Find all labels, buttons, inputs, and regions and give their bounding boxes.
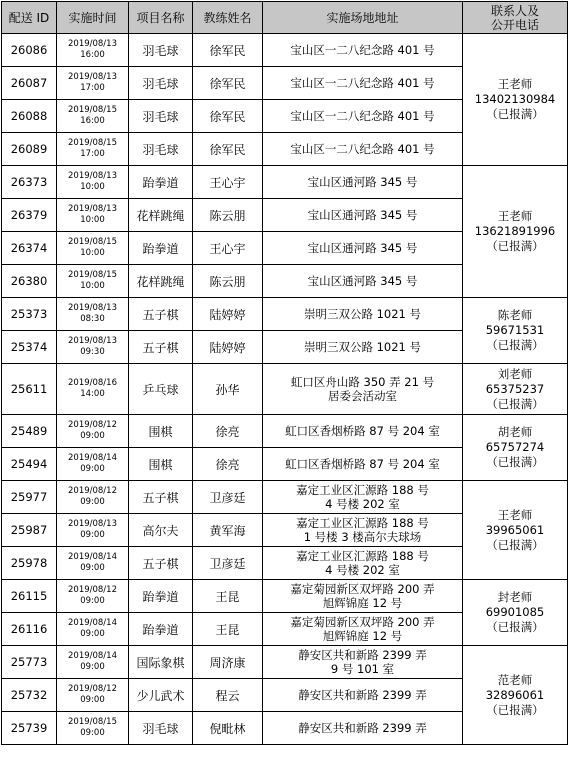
cell-coach: 徐亮 — [193, 448, 263, 481]
header-address: 实施场地地址 — [263, 2, 463, 34]
cell-coach: 徐军民 — [193, 100, 263, 133]
cell-contact — [463, 481, 568, 580]
cell-address-line: 宝山区一二八纪念路 401 号 — [290, 109, 435, 123]
header-contact — [463, 2, 568, 34]
table-row — [2, 646, 568, 679]
cell-coach: 卫彦廷 — [193, 481, 263, 514]
cell-project: 少儿武术 — [129, 679, 193, 712]
cell-address — [263, 646, 463, 679]
cell-project: 跆拳道 — [129, 613, 193, 646]
cell-project: 花样跳绳 — [129, 265, 193, 298]
cell-id: 25494 — [2, 448, 57, 481]
cell-address — [263, 199, 463, 232]
cell-id: 26115 — [2, 580, 57, 613]
cell-time — [57, 679, 129, 712]
table-row — [2, 364, 568, 415]
cell-coach: 陈云朋 — [193, 199, 263, 232]
cell-address — [263, 298, 463, 331]
cell-id: 26373 — [2, 166, 57, 199]
cell-address-line: 宝山区一二八纪念路 401 号 — [290, 43, 435, 57]
cell-time-date: 2019/08/14 — [68, 453, 117, 463]
schedule-table — [1, 1, 568, 745]
cell-address-line: 居委会活动室 — [328, 389, 397, 403]
cell-time-clock: 14:00 — [80, 389, 105, 399]
cell-time — [57, 646, 129, 679]
cell-time-date: 2019/08/15 — [68, 237, 117, 247]
cell-contact — [463, 166, 568, 298]
header-contact-line: 联系人及 — [490, 3, 539, 18]
cell-time — [57, 481, 129, 514]
cell-id: 26379 — [2, 199, 57, 232]
cell-time — [57, 199, 129, 232]
cell-time-date: 2019/08/16 — [68, 378, 117, 388]
table-row — [2, 166, 568, 199]
contact-line: 王老师 — [497, 77, 533, 91]
cell-address — [263, 166, 463, 199]
cell-time-date: 2019/08/15 — [68, 270, 117, 280]
cell-time-clock: 09:00 — [80, 563, 105, 573]
contact-line: 陈老师 — [497, 308, 533, 322]
cell-project: 羽毛球 — [129, 100, 193, 133]
cell-time-clock: 09:00 — [80, 728, 105, 738]
cell-time-clock: 16:00 — [80, 50, 105, 60]
cell-project: 跆拳道 — [129, 166, 193, 199]
cell-time-clock: 09:00 — [80, 497, 105, 507]
cell-coach: 王心宇 — [193, 232, 263, 265]
header-row — [2, 2, 568, 34]
cell-time-date: 2019/08/12 — [68, 486, 117, 496]
cell-project: 羽毛球 — [129, 67, 193, 100]
table-row — [2, 481, 568, 514]
cell-coach: 王昆 — [193, 580, 263, 613]
cell-coach: 孙华 — [193, 364, 263, 415]
cell-project: 花样跳绳 — [129, 199, 193, 232]
cell-time-date: 2019/08/13 — [68, 72, 117, 82]
cell-project: 羽毛球 — [129, 712, 193, 745]
cell-time — [57, 712, 129, 745]
cell-time — [57, 298, 129, 331]
cell-address — [263, 547, 463, 580]
contact-line: 封老师 — [497, 590, 533, 604]
cell-id: 25373 — [2, 298, 57, 331]
cell-project: 围棋 — [129, 415, 193, 448]
cell-address-line: 嘉定菊园新区双坪路 200 弄 — [290, 615, 435, 629]
cell-coach: 徐军民 — [193, 133, 263, 166]
header-id: 配送 ID — [2, 2, 57, 34]
cell-project: 乒乓球 — [129, 364, 193, 415]
cell-time — [57, 613, 129, 646]
cell-address-line: 旭辉锦庭 12 号 — [322, 596, 403, 610]
cell-time-clock: 09:00 — [80, 629, 105, 639]
contact-line: 范老师 — [497, 672, 533, 687]
cell-time-date: 2019/08/14 — [68, 552, 117, 562]
cell-project: 五子棋 — [129, 547, 193, 580]
contact-line: 13402130984 — [474, 92, 556, 106]
cell-address — [263, 613, 463, 646]
cell-time — [57, 331, 129, 364]
cell-address — [263, 580, 463, 613]
cell-time — [57, 100, 129, 133]
cell-id: 25739 — [2, 712, 57, 745]
contact-line: 69901085 — [485, 605, 545, 619]
cell-coach: 程云 — [193, 679, 263, 712]
contact-line: 32896061 — [485, 687, 545, 702]
cell-address-line: 嘉定工业区汇源路 188 号 — [296, 516, 429, 530]
cell-address — [263, 265, 463, 298]
cell-project: 跆拳道 — [129, 232, 193, 265]
cell-address — [263, 679, 463, 712]
cell-time — [57, 67, 129, 100]
cell-address-line: 1 号楼 3 楼高尔夫球场 — [303, 530, 422, 544]
cell-time-clock: 17:00 — [80, 83, 105, 93]
cell-time — [57, 265, 129, 298]
cell-contact — [463, 646, 568, 745]
cell-id: 25611 — [2, 364, 57, 415]
cell-contact — [463, 415, 568, 481]
cell-coach: 王心宇 — [193, 166, 263, 199]
cell-coach: 周济康 — [193, 646, 263, 679]
cell-address — [263, 448, 463, 481]
cell-address-line: 嘉定工业区汇源路 188 号 — [296, 549, 429, 563]
cell-time-date: 2019/08/12 — [68, 420, 117, 430]
table-row — [2, 415, 568, 448]
cell-time-date: 2019/08/13 — [68, 204, 117, 214]
cell-time — [57, 580, 129, 613]
cell-id: 26380 — [2, 265, 57, 298]
contact-line: 胡老师 — [497, 425, 533, 439]
cell-id: 26087 — [2, 67, 57, 100]
cell-address-line: 崇明三双公路 1021 号 — [303, 307, 422, 321]
cell-time-date: 2019/08/14 — [68, 618, 117, 628]
cell-time — [57, 547, 129, 580]
cell-address-line: 嘉定工业区汇源路 188 号 — [296, 483, 429, 497]
contact-line: 王老师 — [497, 209, 533, 223]
cell-coach: 徐亮 — [193, 415, 263, 448]
cell-time — [57, 133, 129, 166]
cell-time — [57, 364, 129, 415]
contact-line: 65375237 — [485, 381, 545, 396]
cell-address-line: 宝山区通河路 345 号 — [307, 208, 418, 222]
header-project: 项目名称 — [129, 2, 193, 34]
cell-id: 26374 — [2, 232, 57, 265]
cell-time-clock: 10:00 — [80, 182, 105, 192]
table-row — [2, 298, 568, 331]
cell-time-clock: 09:00 — [80, 530, 105, 540]
cell-coach: 陆婷婷 — [193, 298, 263, 331]
header-coach: 教练姓名 — [193, 2, 263, 34]
cell-coach: 倪毗林 — [193, 712, 263, 745]
cell-id: 26116 — [2, 613, 57, 646]
cell-coach: 陈云朋 — [193, 265, 263, 298]
cell-time-clock: 09:00 — [80, 464, 105, 474]
cell-project: 围棋 — [129, 448, 193, 481]
contact-line: 王老师 — [497, 507, 533, 522]
cell-id: 26089 — [2, 133, 57, 166]
header-contact-line: 公开电话 — [490, 17, 539, 32]
cell-id: 25374 — [2, 331, 57, 364]
cell-time-date: 2019/08/13 — [68, 336, 117, 346]
cell-time-date: 2019/08/13 — [68, 519, 117, 529]
contact-line: （已报满） — [486, 107, 544, 121]
cell-contact — [463, 34, 568, 166]
cell-id: 26086 — [2, 34, 57, 67]
cell-time-date: 2019/08/14 — [68, 651, 117, 661]
cell-address — [263, 67, 463, 100]
cell-time-date: 2019/08/15 — [68, 105, 117, 115]
cell-address-line: 静安区共和新路 2399 弄 — [298, 688, 427, 702]
cell-address — [263, 232, 463, 265]
cell-time-date: 2019/08/13 — [68, 39, 117, 49]
contact-line: 65757274 — [485, 440, 545, 454]
cell-time-clock: 09:00 — [80, 596, 105, 606]
contact-line: 59671531 — [485, 323, 545, 337]
cell-id: 25977 — [2, 481, 57, 514]
cell-contact — [463, 364, 568, 415]
cell-time-clock: 10:00 — [80, 281, 105, 291]
cell-id: 25732 — [2, 679, 57, 712]
cell-address — [263, 481, 463, 514]
cell-address — [263, 100, 463, 133]
cell-coach: 卫彦廷 — [193, 547, 263, 580]
contact-line: （已报满） — [486, 396, 544, 411]
cell-time-date: 2019/08/13 — [68, 303, 117, 313]
cell-time — [57, 415, 129, 448]
cell-address-line: 宝山区通河路 345 号 — [307, 241, 418, 255]
cell-address-line: 虹口区香烟桥路 87 号 204 室 — [285, 457, 440, 471]
cell-project: 羽毛球 — [129, 34, 193, 67]
cell-time-clock: 09:00 — [80, 695, 105, 705]
cell-project: 高尔夫 — [129, 514, 193, 547]
cell-contact — [463, 298, 568, 364]
cell-address-line: 虹口区舟山路 350 弄 21 号 — [290, 375, 435, 389]
cell-address-line: 静安区共和新路 2399 弄 — [298, 721, 427, 735]
cell-time-clock: 16:00 — [80, 116, 105, 126]
cell-project: 羽毛球 — [129, 133, 193, 166]
table-row — [2, 580, 568, 613]
cell-address-line: 宝山区一二八纪念路 401 号 — [290, 76, 435, 90]
cell-address-line: 4 号楼 202 室 — [325, 497, 400, 511]
cell-address-line: 静安区共和新路 2399 弄 — [298, 648, 427, 662]
cell-address-line: 虹口区香烟桥路 87 号 204 室 — [285, 424, 440, 438]
contact-line: （已报满） — [486, 702, 544, 717]
cell-time-date: 2019/08/15 — [68, 138, 117, 148]
cell-project: 五子棋 — [129, 481, 193, 514]
contact-line: 13621891996 — [474, 224, 556, 238]
cell-time-clock: 10:00 — [80, 248, 105, 258]
cell-id: 25978 — [2, 547, 57, 580]
cell-address-line: 嘉定菊园新区双坪路 200 弄 — [290, 582, 435, 596]
cell-time-date: 2019/08/12 — [68, 684, 117, 694]
contact-line: （已报满） — [486, 455, 544, 469]
cell-address — [263, 364, 463, 415]
contact-line: （已报满） — [486, 537, 544, 552]
contact-line: 刘老师 — [497, 366, 533, 381]
cell-id: 25773 — [2, 646, 57, 679]
cell-project: 跆拳道 — [129, 580, 193, 613]
cell-address — [263, 331, 463, 364]
cell-coach: 陆婷婷 — [193, 331, 263, 364]
cell-time — [57, 166, 129, 199]
cell-time — [57, 232, 129, 265]
cell-address-line: 宝山区一二八纪念路 401 号 — [290, 142, 435, 156]
cell-time-date: 2019/08/15 — [68, 717, 117, 727]
cell-address-line: 宝山区通河路 345 号 — [307, 175, 418, 189]
cell-time-clock: 10:00 — [80, 215, 105, 225]
table-row — [2, 34, 568, 67]
cell-time — [57, 514, 129, 547]
cell-time-clock: 09:00 — [80, 431, 105, 441]
cell-address — [263, 514, 463, 547]
cell-project: 国际象棋 — [129, 646, 193, 679]
cell-address-line: 9 号 101 室 — [330, 662, 395, 676]
cell-address-line: 4 号楼 202 室 — [325, 563, 400, 577]
contact-line: （已报满） — [486, 338, 544, 352]
cell-address — [263, 712, 463, 745]
cell-id: 25987 — [2, 514, 57, 547]
cell-time-clock: 08:30 — [80, 314, 105, 324]
cell-coach: 黄军海 — [193, 514, 263, 547]
header-time: 实施时间 — [57, 2, 129, 34]
cell-address — [263, 34, 463, 67]
cell-id: 26088 — [2, 100, 57, 133]
contact-line: 39965061 — [485, 522, 545, 537]
cell-time-date: 2019/08/12 — [68, 585, 117, 595]
cell-time-clock: 09:30 — [80, 347, 105, 357]
cell-time-clock: 17:00 — [80, 149, 105, 159]
cell-address-line: 崇明三双公路 1021 号 — [303, 340, 422, 354]
cell-time — [57, 34, 129, 67]
cell-address — [263, 133, 463, 166]
cell-address — [263, 415, 463, 448]
contact-line: （已报满） — [486, 239, 544, 253]
contact-line: （已报满） — [486, 620, 544, 634]
cell-project: 五子棋 — [129, 298, 193, 331]
cell-time-clock: 09:00 — [80, 662, 105, 672]
cell-time-date: 2019/08/13 — [68, 171, 117, 181]
cell-coach: 徐军民 — [193, 67, 263, 100]
cell-contact — [463, 580, 568, 646]
cell-coach: 徐军民 — [193, 34, 263, 67]
cell-id: 25489 — [2, 415, 57, 448]
cell-address-line: 宝山区通河路 345 号 — [307, 274, 418, 288]
cell-project: 五子棋 — [129, 331, 193, 364]
cell-time — [57, 448, 129, 481]
cell-address-line: 旭辉锦庭 12 号 — [322, 629, 403, 643]
cell-coach: 王昆 — [193, 613, 263, 646]
